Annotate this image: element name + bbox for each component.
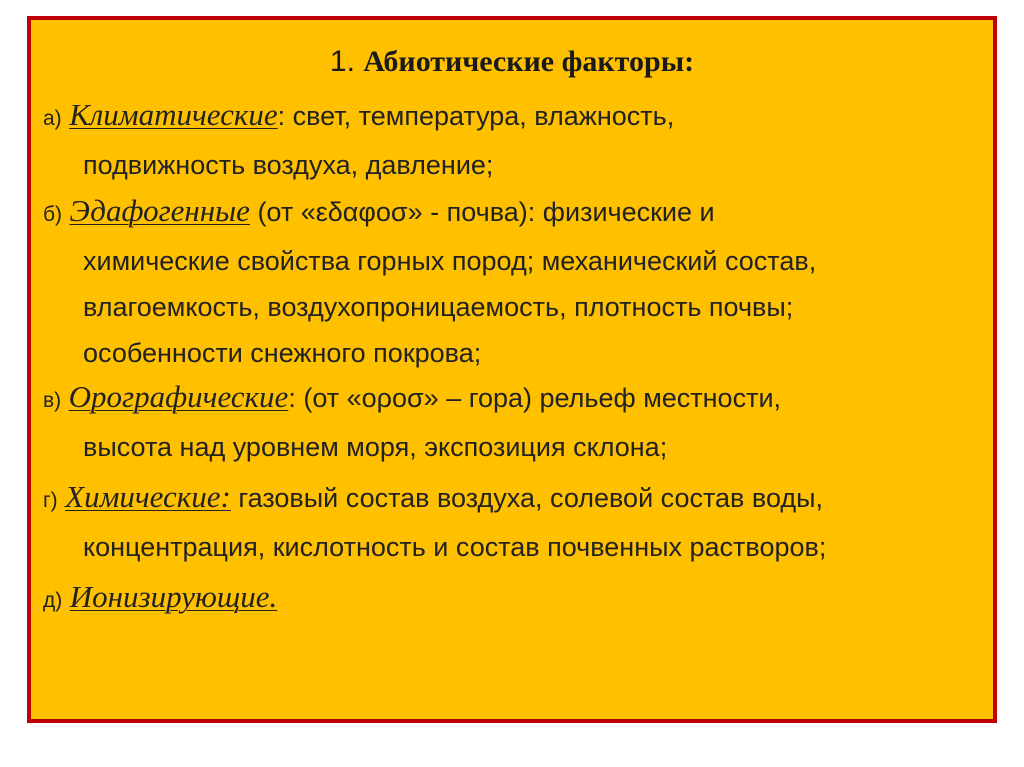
title-text: Абиотические факторы: (363, 45, 695, 78)
item-marker: д) (43, 589, 63, 612)
item-text-line: влагоемкость, воздухопроницаемость, плотность почвы; (83, 292, 794, 322)
item-marker: в) (43, 389, 62, 412)
item-term: Климатические (69, 97, 278, 132)
item-text-line: (от «εδαφοσ» - почва): физические и (249, 197, 715, 227)
item-text-line: концентрация, кислотность и состав почвенных растворов; (83, 532, 827, 562)
item-text-line: : (от «οροσ» – гора) рельеф местности, (288, 383, 782, 413)
list-item-chemical (43, 474, 953, 570)
list-item-ionizing (43, 574, 953, 624)
item-text-line: : свет, температура, влажность, (277, 101, 675, 131)
title-number: 1. (329, 45, 355, 78)
list-item-edaphogenic (43, 188, 953, 376)
item-term: Эдафогенные (69, 193, 250, 228)
list-item-orographic (43, 374, 953, 470)
item-text-line: высота над уровнем моря, экспозиция склона; (83, 432, 668, 462)
slide (27, 16, 997, 723)
item-marker: г) (43, 489, 58, 512)
item-term: Химические: (65, 479, 231, 514)
item-term: Ионизирующие. (69, 579, 278, 614)
item-term: Орографические (68, 379, 289, 414)
slide-title (31, 44, 993, 80)
item-marker: б) (43, 203, 63, 226)
item-text-line: особенности снежного покрова; (83, 338, 482, 368)
item-text-line: химические свойства горных пород; механический состав, (83, 246, 817, 276)
list-item-climatic (43, 92, 953, 188)
item-text-line: подвижность воздуха, давление; (83, 150, 494, 180)
item-text-line: газовый состав воздуха, солевой состав воды, (230, 483, 824, 513)
item-marker: а) (43, 107, 62, 130)
